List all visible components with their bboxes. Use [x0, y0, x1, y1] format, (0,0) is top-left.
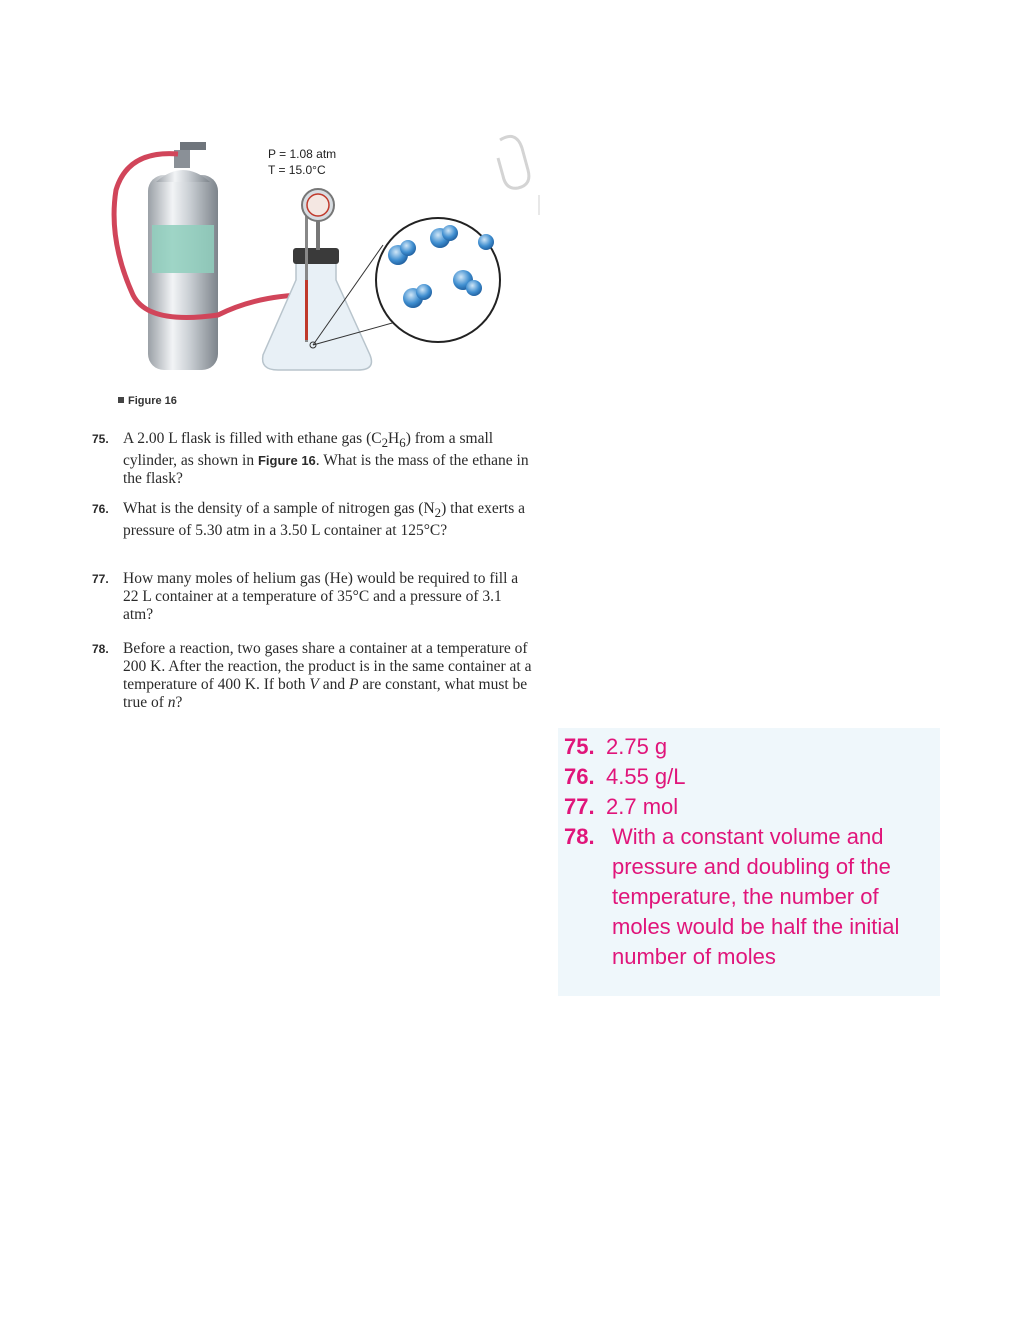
gas-cylinder: [148, 142, 218, 370]
answer-box: [558, 728, 940, 996]
gas-flask-figure: [108, 130, 548, 390]
answer-76: 76. 4.55 g/L: [564, 764, 686, 789]
paperclip-icon: [498, 136, 529, 188]
problem-76: 76. What is the density of a sample of nitrogen gas $(N_2)$ that exerts a pressure of 5.30 atm in a 3.50 L container at 125°C?: [92, 500, 526, 540]
problem-number: 77.: [92, 572, 109, 586]
problem-75: 75. A 2.00 L flask is filled with ethane gas $(C_2H_6)$ from a small cylinder, as shown in Figure 16. What is the mass of the ethane in the flask?: [92, 430, 529, 488]
answer-77: 77. 2.7 mol: [564, 794, 679, 819]
erlenmeyer-flask: [263, 189, 372, 370]
page-edge-line: [538, 195, 540, 215]
temperature-label: T = 15.0°C: [268, 163, 326, 177]
molecule-magnifier: [376, 218, 500, 342]
figure-caption: Figure 16: [118, 395, 177, 407]
pressure-label: P = 1.08 atm: [268, 147, 337, 161]
problem-number: 75.: [92, 432, 109, 446]
problem-77: 77. How many moles of helium gas (He) would be required to fill a 22 L container at a temperature of 35°C and a pressure of 3.1 atm?: [92, 570, 519, 623]
figure-reference: Figure 16: [257, 453, 316, 469]
problem-number: 76.: [92, 502, 109, 516]
caption-square-icon: [118, 397, 124, 403]
answer-75: 75. 2.75 g: [564, 734, 668, 759]
answer-78: 78. With a constant volume and pressure and doubling of the temperature, the number of moles would be half the initial number of moles: [564, 824, 900, 969]
problem-78: 78. Before a reaction, two gases share a container at a temperature of 200 K. After the reaction, the product is in the same container at a temperature of 400 K. If both V and P are constant, what must be true of n?: [92, 640, 532, 711]
problem-number: 78.: [92, 642, 109, 656]
